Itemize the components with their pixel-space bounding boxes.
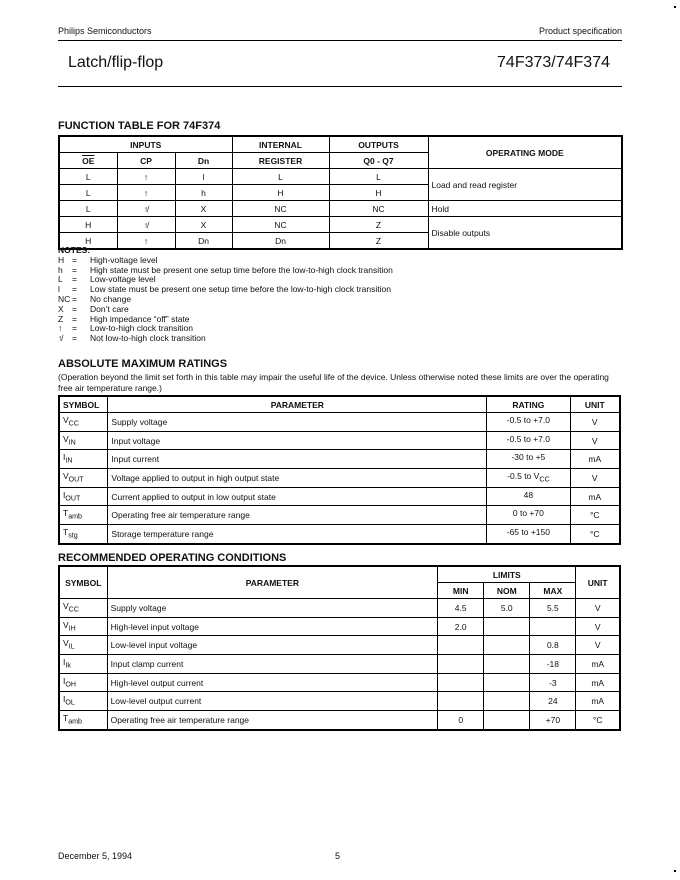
table-row bbox=[59, 217, 622, 233]
list-item bbox=[58, 334, 393, 344]
note-text: Low state must be present one setup time before the low-to-high clock transition bbox=[90, 284, 391, 295]
cp-cell: ↑̸ bbox=[117, 217, 175, 233]
symbol-cell bbox=[59, 636, 107, 655]
corner-mark bbox=[674, 6, 676, 8]
note-equals: = bbox=[72, 293, 77, 304]
rating-value: -0.5 to +7.0 bbox=[506, 433, 550, 444]
nom-cell bbox=[484, 655, 530, 674]
note-key: ↑̸ bbox=[58, 333, 63, 344]
note-key: Z bbox=[58, 313, 64, 324]
symbol-letter: I bbox=[63, 489, 66, 500]
unit-cell: V bbox=[576, 617, 620, 636]
symbol-cell bbox=[59, 673, 107, 692]
max-cell bbox=[530, 617, 576, 636]
notes-title: NOTES: bbox=[58, 245, 91, 255]
notes bbox=[58, 246, 393, 344]
symbol-subscript: IL bbox=[68, 643, 75, 652]
symbol-cell bbox=[59, 692, 107, 711]
symbol-letter: I bbox=[63, 657, 66, 668]
note-equals: = bbox=[72, 274, 77, 285]
note-key: h bbox=[58, 264, 63, 275]
nom-cell: 5.0 bbox=[484, 599, 530, 618]
max-cell: 0.8 bbox=[530, 636, 576, 655]
q-cell: Z bbox=[329, 217, 428, 233]
unit-cell: mA bbox=[576, 673, 620, 692]
note-text: High-voltage level bbox=[90, 254, 158, 265]
rating-value: -0.5 to +7.0 bbox=[506, 415, 550, 425]
register-cell: NC bbox=[232, 217, 329, 233]
rec-op-heading: RECOMMENDED OPERATING CONDITIONS bbox=[58, 552, 287, 564]
symbol-subscript: amb bbox=[68, 513, 82, 522]
nom-cell bbox=[484, 692, 530, 711]
dn-cell: X bbox=[175, 217, 232, 233]
parameter-cell: Supply voltage bbox=[108, 413, 487, 432]
symbol-cell bbox=[59, 711, 107, 730]
table-row bbox=[59, 711, 620, 730]
internal-group-header: INTERNAL bbox=[232, 136, 329, 153]
part-number: 74F373/74F374 bbox=[497, 54, 610, 71]
table-row bbox=[59, 201, 622, 217]
symbol-subscript: OL bbox=[65, 699, 75, 708]
oe-cell: H bbox=[59, 233, 117, 250]
note-text: Low-voltage level bbox=[90, 274, 156, 285]
parameter-cell: Operating free air temperature range bbox=[107, 711, 438, 730]
symbol-subscript: CC bbox=[68, 605, 79, 614]
min-cell bbox=[438, 636, 484, 655]
register-cell: H bbox=[232, 185, 329, 201]
parameter-cell: Current applied to output in low output state bbox=[108, 487, 487, 506]
oe-cell: H bbox=[59, 217, 117, 233]
note-key: l bbox=[58, 284, 60, 295]
symbol-letter: V bbox=[63, 433, 69, 444]
table-row bbox=[59, 599, 620, 618]
company-name: Philips Semiconductors bbox=[58, 26, 152, 36]
rating-cell bbox=[487, 450, 570, 469]
cp-cell: ↑̸ bbox=[117, 201, 175, 217]
note-key: NC bbox=[58, 293, 71, 304]
inputs-group-header: INPUTS bbox=[59, 136, 232, 153]
symbol-letter: T bbox=[63, 713, 69, 724]
rating-cell bbox=[487, 413, 570, 432]
note-text: High state must be present one setup time before the low-to-high clock transition bbox=[90, 264, 393, 275]
register-cell: Dn bbox=[232, 233, 329, 250]
min-cell bbox=[438, 673, 484, 692]
nom-cell bbox=[484, 617, 530, 636]
parameter-cell: Supply voltage bbox=[107, 599, 438, 618]
dn-column-header: Dn bbox=[175, 153, 232, 169]
rating-subscript: CC bbox=[539, 475, 550, 484]
table-row bbox=[59, 506, 620, 525]
document-type: Product specification bbox=[538, 26, 622, 36]
nom-cell bbox=[484, 673, 530, 692]
table-row bbox=[59, 636, 620, 655]
symbol-cell bbox=[59, 506, 108, 525]
rating-cell bbox=[487, 525, 570, 544]
parameter-cell: Input clamp current bbox=[107, 655, 438, 674]
symbol-cell bbox=[59, 450, 108, 469]
parameter-cell: Storage temperature range bbox=[108, 525, 487, 544]
max-cell: 24 bbox=[530, 692, 576, 711]
symbol-cell bbox=[59, 525, 108, 544]
note-key: H bbox=[58, 254, 65, 265]
oe-cell: L bbox=[59, 201, 117, 217]
cp-column-header: CP bbox=[117, 153, 175, 169]
mode-cell: Hold bbox=[428, 201, 622, 217]
parameter-cell: Low-level input voltage bbox=[107, 636, 438, 655]
parameter-column-header: PARAMETER bbox=[108, 396, 487, 413]
unit-cell: V bbox=[576, 636, 620, 655]
oe-cell: L bbox=[59, 169, 117, 185]
parameter-cell: Input voltage bbox=[108, 431, 487, 450]
symbol-letter: I bbox=[63, 694, 66, 705]
dn-cell: Dn bbox=[175, 233, 232, 250]
symbol-cell bbox=[59, 617, 107, 636]
note-text: No change bbox=[90, 293, 132, 304]
max-cell: 5.5 bbox=[530, 599, 576, 618]
outputs-group-header: OUTPUTS bbox=[329, 136, 428, 153]
rating-cell bbox=[487, 487, 570, 506]
table-row bbox=[59, 487, 620, 506]
unit-cell: mA bbox=[570, 487, 620, 506]
abs-max-description: (Operation beyond the limit set forth in this table may impair the useful life of the device. Unless otherwise noted these limits are over the operating free air temperature range.) bbox=[58, 372, 609, 393]
table-row bbox=[59, 525, 620, 544]
unit-cell: °C bbox=[570, 525, 620, 544]
note-equals: = bbox=[72, 323, 77, 334]
parameter-column-header: PARAMETER bbox=[107, 566, 438, 599]
unit-column-header: UNIT bbox=[570, 396, 620, 413]
parameter-cell: Low-level output current bbox=[107, 692, 438, 711]
title-rule bbox=[58, 86, 622, 87]
q-cell: L bbox=[329, 169, 428, 185]
operating-mode-header: OPERATING MODE bbox=[428, 136, 622, 169]
symbol-letter: V bbox=[63, 619, 69, 630]
register-cell: NC bbox=[232, 201, 329, 217]
min-cell bbox=[438, 692, 484, 711]
min-cell bbox=[438, 655, 484, 674]
register-column-header: REGISTER bbox=[232, 153, 329, 169]
symbol-subscript: amb bbox=[68, 717, 82, 726]
symbol-cell bbox=[59, 469, 108, 488]
unit-cell: mA bbox=[576, 655, 620, 674]
symbol-cell bbox=[59, 431, 108, 450]
note-text: Not low-to-high clock transition bbox=[90, 333, 206, 344]
max-column-header: MAX bbox=[530, 583, 576, 599]
header-rule bbox=[58, 40, 622, 41]
parameter-cell: Voltage applied to output in high output state bbox=[108, 469, 487, 488]
note-equals: = bbox=[72, 264, 77, 275]
nom-cell bbox=[484, 711, 530, 730]
unit-cell: °C bbox=[570, 506, 620, 525]
footer-date: December 5, 1994 bbox=[58, 851, 133, 861]
table-row bbox=[59, 450, 620, 469]
parameter-cell: High-level input voltage bbox=[107, 617, 438, 636]
page-number: 5 bbox=[335, 851, 341, 861]
page-title: Latch/flip-flop bbox=[68, 54, 164, 71]
rating-value: 48 bbox=[523, 489, 534, 500]
rating-value: -65 to +150 bbox=[506, 527, 550, 538]
table-row bbox=[59, 617, 620, 636]
note-key: X bbox=[58, 303, 64, 314]
min-cell: 0 bbox=[438, 711, 484, 730]
unit-cell: V bbox=[570, 413, 620, 432]
note-equals: = bbox=[72, 313, 77, 324]
parameter-cell: High-level output current bbox=[107, 673, 438, 692]
unit-cell: V bbox=[570, 431, 620, 450]
table-row bbox=[59, 673, 620, 692]
rating-value: -0.5 to V bbox=[507, 471, 540, 482]
min-cell: 4.5 bbox=[438, 599, 484, 618]
function-table-heading: FUNCTION TABLE FOR 74F374 bbox=[58, 120, 221, 132]
unit-cell: mA bbox=[570, 450, 620, 469]
parameter-cell: Operating free air temperature range bbox=[108, 506, 487, 525]
symbol-column-header: SYMBOL bbox=[59, 396, 108, 413]
note-key: ↑ bbox=[58, 323, 63, 334]
note-equals: = bbox=[72, 254, 77, 265]
rating-cell bbox=[487, 469, 570, 488]
oe-column-header: $\overline{OE}$ bbox=[59, 153, 117, 169]
symbol-subscript: OUT bbox=[68, 475, 84, 484]
rating-value: 0 to +70 bbox=[512, 508, 544, 519]
symbol-letter: I bbox=[63, 675, 66, 686]
limits-group-header: LIMITS bbox=[438, 566, 576, 583]
cp-cell: ↑ bbox=[117, 233, 175, 250]
symbol-letter: T bbox=[63, 527, 69, 538]
symbol-letter: T bbox=[63, 508, 69, 519]
q-cell: H bbox=[329, 185, 428, 201]
dn-cell: l bbox=[175, 169, 232, 185]
symbol-subscript: Ik bbox=[65, 661, 71, 670]
mode-cell: Load and read register bbox=[428, 169, 622, 201]
unit-column-header: UNIT bbox=[576, 566, 620, 599]
rating-value: -30 to +5 bbox=[511, 452, 546, 463]
symbol-subscript: OUT bbox=[65, 494, 81, 503]
note-text: High impedance “off” state bbox=[90, 313, 190, 324]
rec-op-table bbox=[58, 565, 621, 731]
symbol-subscript: CC bbox=[68, 419, 79, 428]
note-equals: = bbox=[72, 303, 77, 314]
max-cell: -3 bbox=[530, 673, 576, 692]
table-row bbox=[59, 469, 620, 488]
nom-cell bbox=[484, 636, 530, 655]
register-cell: L bbox=[232, 169, 329, 185]
table-row bbox=[59, 692, 620, 711]
dn-cell: X bbox=[175, 201, 232, 217]
q-cell: Z bbox=[329, 233, 428, 250]
symbol-cell bbox=[59, 599, 107, 618]
symbol-letter: V bbox=[63, 471, 69, 482]
symbol-column-header: SYMBOL bbox=[59, 566, 107, 599]
symbol-letter: V bbox=[63, 415, 69, 425]
rating-column-header: RATING bbox=[487, 396, 570, 413]
note-text: Don’t care bbox=[90, 303, 129, 314]
rating-cell bbox=[487, 506, 570, 525]
symbol-subscript: OH bbox=[65, 680, 76, 689]
table-row bbox=[59, 169, 622, 185]
symbol-subscript: IN bbox=[68, 438, 76, 447]
min-column-header: MIN bbox=[438, 583, 484, 599]
function-table bbox=[58, 135, 623, 250]
unit-cell: mA bbox=[576, 692, 620, 711]
min-cell: 2.0 bbox=[438, 617, 484, 636]
symbol-subscript: IH bbox=[68, 624, 76, 633]
nom-column-header: NOM bbox=[484, 583, 530, 599]
cp-cell: ↑ bbox=[117, 185, 175, 201]
oe-cell: L bbox=[59, 185, 117, 201]
symbol-cell bbox=[59, 655, 107, 674]
parameter-cell: Input current bbox=[108, 450, 487, 469]
note-equals: = bbox=[72, 284, 77, 295]
symbol-cell bbox=[59, 413, 108, 432]
abs-max-heading: ABSOLUTE MAXIMUM RATINGS bbox=[58, 358, 228, 370]
note-key: L bbox=[58, 274, 63, 285]
mode-cell: Disable outputs bbox=[428, 217, 622, 250]
unit-cell: V bbox=[570, 469, 620, 488]
symbol-subscript: IN bbox=[65, 457, 73, 466]
corner-mark bbox=[674, 870, 676, 872]
note-text: Low-to-high clock transition bbox=[90, 323, 193, 334]
dn-cell: h bbox=[175, 185, 232, 201]
unit-cell: V bbox=[576, 599, 620, 618]
table-row bbox=[59, 431, 620, 450]
max-cell: +70 bbox=[530, 711, 576, 730]
symbol-cell bbox=[59, 487, 108, 506]
symbol-subscript: stg bbox=[68, 531, 78, 540]
rating-cell bbox=[487, 431, 570, 450]
note-equals: = bbox=[72, 333, 77, 344]
unit-cell: °C bbox=[576, 711, 620, 730]
symbol-letter: I bbox=[63, 452, 66, 463]
table-row bbox=[59, 413, 620, 432]
q-column-header: Q0 - Q7 bbox=[329, 153, 428, 169]
symbol-letter: V bbox=[63, 601, 69, 611]
max-cell: -18 bbox=[530, 655, 576, 674]
q-cell: NC bbox=[329, 201, 428, 217]
table-row bbox=[59, 655, 620, 674]
symbol-letter: V bbox=[63, 638, 69, 649]
cp-cell: ↑ bbox=[117, 169, 175, 185]
abs-max-table bbox=[58, 395, 621, 545]
